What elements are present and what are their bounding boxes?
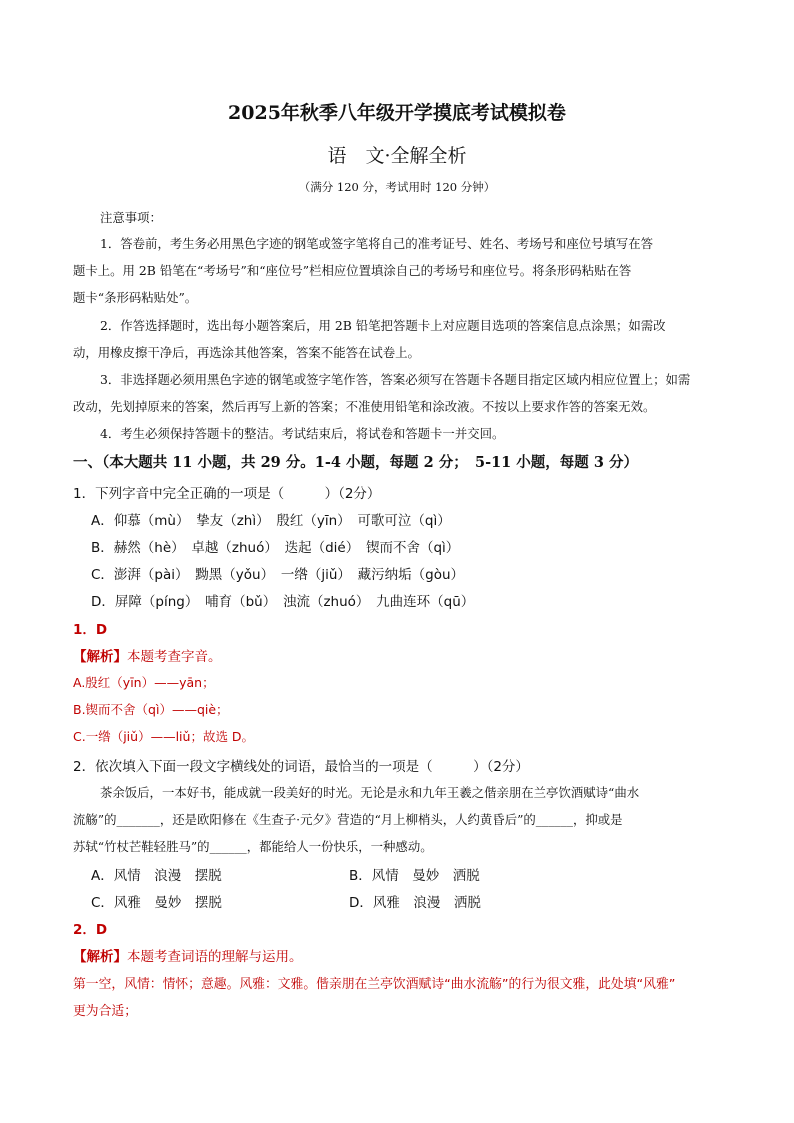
exam-subtitle: 语 文·全解全析 <box>327 145 467 167</box>
q1-analysis-a: A.殷红（yīn）——yān； <box>73 675 215 690</box>
note-2-line-2: 动，用橡皮擦干净后，再选涂其他答案，答案不能答在试卷上。 <box>73 345 420 360</box>
score-note: （满分 120 分，考试用时 120 分钟） <box>298 180 496 194</box>
note-3-line-2: 改动，先划掉原来的答案，然后再写上新的答案；不准使用铅笔和涂改液。不按以上要求作答的答案无效。 <box>73 399 656 414</box>
q2-option-d: D．风雅 浪漫 洒脱 <box>349 895 481 911</box>
q2-analysis-text: 本题考查词语的理解与运用。 <box>127 949 303 965</box>
q2-analysis-line-2: 更为合适； <box>73 1004 137 1019</box>
q1-analysis-b: B.锲而不舍（qì）——qiè； <box>73 702 229 717</box>
q1-analysis-line <box>73 645 222 665</box>
q2-passage-line-2: 流觞”的_______，还是欧阳修在《生查子·元夕》营造的“月上柳梢头，人约黄昏后”的______，抑或是 <box>73 812 623 827</box>
q1-analysis-tag: 【解析】 <box>73 649 127 665</box>
q2-option-b: B．风情 曼妙 洒脱 <box>349 868 480 884</box>
q2-stem: 2．依次填入下面一段文字横线处的词语，最恰当的一项是（ ）（2分） <box>73 759 529 775</box>
note-4: 4．考生必须保持答题卡的整洁。考试结束后，将试卷和答题卡一并交回。 <box>100 426 505 441</box>
q2-answer: 2．D <box>73 922 108 938</box>
q1-option-a: A．仰慕（mù） 挚友（zhì） 殷红（yīn） 可歌可泣（qì） <box>91 513 451 529</box>
q2-analysis-line <box>73 945 303 965</box>
note-3-line-1: 3．非选择题必须用黑色字迹的钢笔或签字笔作答，答案必须写在答题卡各题目指定区域内相应位置上；如需 <box>100 372 691 387</box>
q1-analysis-c: C.一绺（jiǔ）——liǔ；故选 D。 <box>73 729 255 744</box>
section-1-heading: 一、（本大题共 11 小题，共 29 分。1-4 小题，每题 2 分； 5-11 小题，每题 3 分） <box>73 454 638 471</box>
q1-analysis-text: 本题考查字音。 <box>127 649 222 665</box>
q2-analysis-tag: 【解析】 <box>73 949 127 965</box>
q1-option-c: C．澎湃（pài） 黝黑（yǒu） 一绺（jiǔ） 藏污纳垢（gòu） <box>91 567 465 583</box>
notes-heading: 注意事项： <box>100 210 162 225</box>
exam-title: 2025年秋季八年级开学摸底考试模拟卷 <box>228 102 566 124</box>
q2-analysis-line-1: 第一空，风情：情怀；意趣。风雅：文雅。偕亲朋在兰亭饮酒赋诗“曲水流觞”的行为很文雅，此处填“风雅” <box>73 977 676 992</box>
q1-option-d: D．屏障（píng） 哺育（bǔ） 浊流（zhuó） 九曲连环（qū） <box>91 594 475 610</box>
note-2-line-1: 2．作答选择题时，选出每小题答案后，用 2B 铅笔把答题卡上对应题目选项的答案信息点涂黑；如需改 <box>100 318 666 333</box>
note-1-line-2: 题卡上。用 2B 铅笔在“考场号”和“座位号”栏相应位置填涂自己的考场号和座位号。将条形码粘贴在答 <box>73 263 632 278</box>
q2-option-a: A．风情 浪漫 摆脱 <box>91 868 222 884</box>
q2-option-c: C．风雅 曼妙 摆脱 <box>91 895 222 911</box>
q1-answer: 1．D <box>73 622 108 638</box>
q1-stem: 1．下列字音中完全正确的一项是（ ）（2分） <box>73 486 381 502</box>
note-1-line-1: 1．答卷前，考生务必用黑色字迹的钢笔或签字笔将自己的准考证号、姓名、考场号和座位号填写在答 <box>100 236 654 251</box>
q1-option-b: B．赫然（hè） 卓越（zhuó） 迭起（dié） 锲而不舍（qì） <box>91 540 460 556</box>
q2-passage-line-3: 苏轼“竹杖芒鞋轻胜马”的______，都能给人一份快乐，一种感动。 <box>73 839 433 854</box>
q2-passage-line-1: 茶余饭后，一本好书，能成就一段美好的时光。无论是永和九年王羲之偕亲朋在兰亭饮酒赋诗“曲水 <box>100 785 640 800</box>
note-1-line-3: 题卡“条形码粘贴处”。 <box>73 290 198 305</box>
